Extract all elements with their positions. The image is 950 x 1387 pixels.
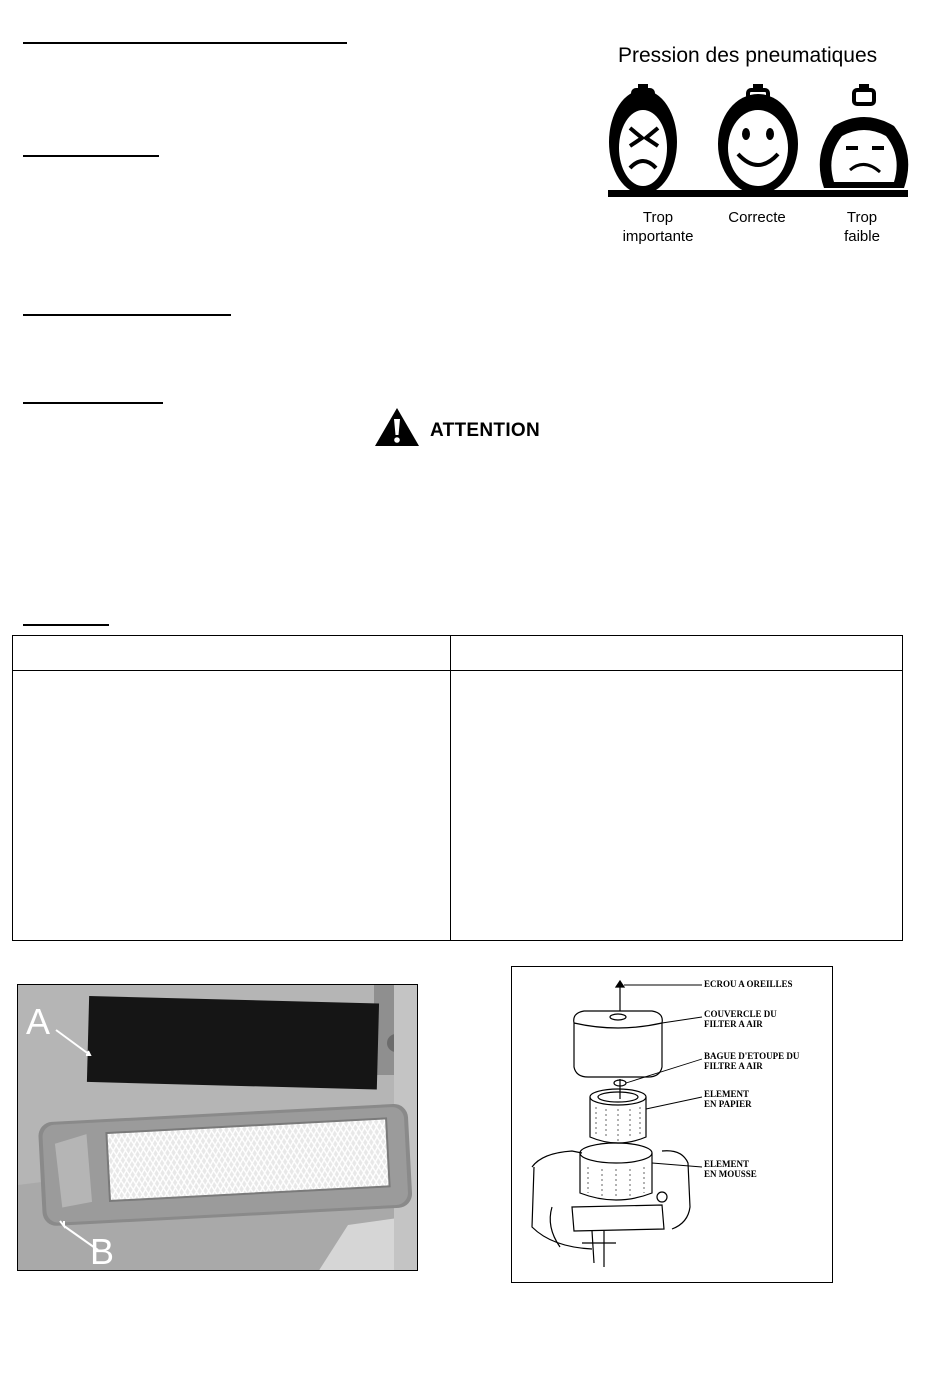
tire-underinflated-icon: [820, 84, 908, 188]
diagram-label-foam-element: ELEMENT EN MOUSSE: [704, 1159, 757, 1179]
attention-notice: [374, 407, 564, 447]
diagram-label-wing-nut: ECROU A OREILLES: [704, 979, 793, 989]
tire-label-overinflated: Trop importante: [622, 209, 694, 245]
tire-label-underinflated: Trop faible: [844, 209, 880, 245]
section-heading-rule-4: [23, 402, 163, 404]
foam-element-icon: [87, 996, 379, 1090]
tire-label-correct: Correcte: [728, 209, 786, 226]
section-heading-rule-3: [23, 314, 231, 316]
tire-pressure-title: Pression des pneumatiques: [618, 44, 878, 67]
air-filter-diagram-drawing: [512, 967, 833, 1283]
tire-faces-illustration: [598, 84, 918, 204]
attention-label: ATTENTION: [430, 420, 541, 441]
diagram-label-grommet: BAGUE D'ETOUPE DU FILTRE A AIR: [704, 1051, 800, 1071]
table-column-divider: [450, 636, 451, 940]
photo-callout-a: A: [26, 1001, 51, 1042]
air-filter-photo: [17, 984, 418, 1271]
air-filter-exploded-diagram: [511, 966, 833, 1283]
diagram-label-paper-element: ELEMENT EN PAPIER: [704, 1089, 752, 1109]
air-filter-photo-drawing: [18, 985, 418, 1271]
maintenance-table: [12, 635, 903, 941]
tire-correct-icon: [718, 84, 798, 194]
section-heading-rule-2: [23, 155, 159, 157]
section-heading-rule-1: [23, 42, 347, 44]
tire-pressure-figure: [598, 38, 918, 263]
tire-overinflated-icon: [609, 84, 677, 194]
photo-callout-b: B: [90, 1231, 115, 1271]
diagram-label-cover: COUVERCLE DU FILTER A AIR: [704, 1009, 777, 1029]
table-header-divider: [13, 670, 902, 671]
paper-element-icon: [38, 1103, 413, 1226]
section-heading-rule-5: [23, 624, 109, 626]
warning-triangle-icon: [374, 407, 420, 447]
